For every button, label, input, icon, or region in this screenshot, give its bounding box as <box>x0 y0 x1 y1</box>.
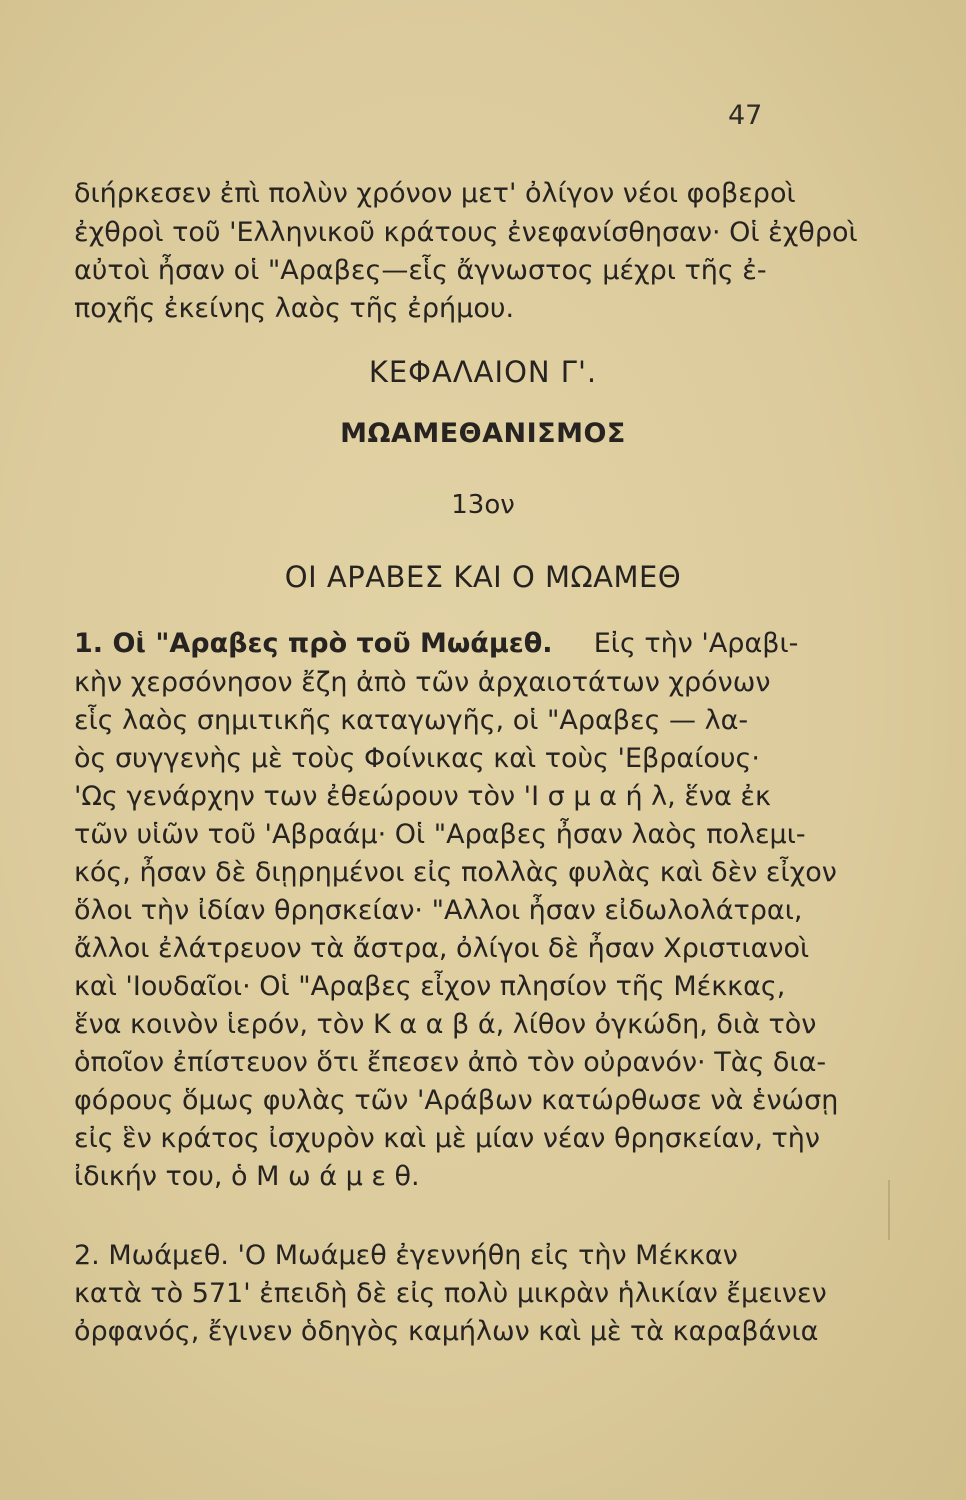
chapter-title: ΜΩΑΜΕΘΑΝΙΣΜΟΣ <box>340 418 626 449</box>
page-number: 47 <box>728 100 763 131</box>
section2-line: 2. Μωάμεθ. 'Ο Μωάμεθ ἐγεννήθη εἰς τὴν Μέκκαν <box>74 1240 738 1271</box>
section1-line: ἕνα κοινὸν ἱερόν, τὸν Κ α α β ά, λίθον ὀγκώδη, διὰ τὸν <box>74 1009 817 1040</box>
section1-line: ὁποῖον ἐπίστευον ὅτι ἔπεσεν ἀπὸ τὸν οὐρανόν· Τὰς δια- <box>74 1047 827 1078</box>
section1-first-line-rest: Εἰς τὴν 'Αραβι- <box>593 628 799 659</box>
intro-line: ποχῆς ἐκείνης λαὸς τῆς ἐρήμου. <box>74 293 515 324</box>
section1-line: καὶ 'Ιουδαῖοι· Οἱ "Αραβες εἶχον πλησίον τῆς Μέκκας, <box>74 971 786 1002</box>
intro-line: διήρκεσεν ἐπὶ πολὺν χρόνον μετ' ὀλίγον νέοι φοβεροὶ <box>74 178 796 209</box>
section1-line: κὴν χερσόνησον ἔζη ἀπὸ τῶν ἀρχαιοτάτων χρόνων <box>74 667 771 698</box>
section1-line: 'Ως γενάρχην των ἐθεώρουν τὸν 'Ι σ μ α ή λ, ἕνα ἐκ <box>74 781 771 812</box>
chapter-heading: ΚΕΦΑΛΑΙΟΝ Γ'. <box>368 355 598 389</box>
section1-line: κός, ἦσαν δὲ διῃρημένοι εἰς πολλὰς φυλὰς καὶ δὲν εἶχον <box>74 857 837 888</box>
section1-line: ὸς συγγενὴς μὲ τοὺς Φοίνικας καὶ τοὺς 'Εβραίους· <box>74 743 760 774</box>
section1-line: ὅλοι τὴν ἰδίαν θρησκείαν· "Αλλοι ἦσαν εἰδωλολάτραι, <box>74 895 803 926</box>
section1-line: εἰς ἓν κράτος ἰσχυρὸν καὶ μὲ μίαν νέαν θρησκείαν, τὴν <box>74 1123 820 1154</box>
intro-line: ἐχθροὶ τοῦ 'Ελληνικοῦ κράτους ἐνεφανίσθησαν· Οἱ ἐχθροὶ <box>74 217 858 248</box>
section1-heading: 1. Οἱ "Αραβες πρὸ τοῦ Μωάμεθ. <box>74 628 553 659</box>
section1-line: ἰδικήν του, ὁ Μ ω ά μ ε θ. <box>74 1161 420 1192</box>
section1-line: τῶν υἱῶν τοῦ 'Αβραάμ· Οἱ "Αραβες ἦσαν λαὸς πολεμι- <box>74 819 806 850</box>
section1-line: ἄλλοι ἐλάτρευον τὰ ἄστρα, ὀλίγοι δὲ ἦσαν Χριστιανοὶ <box>74 933 810 964</box>
section1-line: φόρους ὅμως φυλὰς τῶν 'Αράβων κατώρθωσε νὰ ἑνώσῃ <box>74 1085 839 1116</box>
section2-line: κατὰ τὸ 571' ἐπειδὴ δὲ εἰς πολὺ μικρὰν ἡλικίαν ἔμεινεν <box>74 1278 827 1309</box>
paper-crease-mark <box>888 1180 890 1240</box>
section1-line: εἷς λαὸς σημιτικῆς καταγωγῆς, οἱ "Αραβες — λα- <box>74 705 749 736</box>
section1-first-line <box>74 626 814 662</box>
intro-line: αὐτοὶ ἦσαν οἱ "Αραβες—εἷς ἄγνωστος μέχρι τῆς ἐ- <box>74 255 767 286</box>
section2-line: ὀρφανός, ἔγινεν ὁδηγὸς καμήλων καὶ μὲ τὰ καραβάνια <box>74 1316 819 1347</box>
lesson-number: 13ον <box>451 490 515 520</box>
lesson-title: ΟΙ ΑΡΑΒΕΣ ΚΑΙ Ο ΜΩΑΜΕΘ <box>284 560 682 594</box>
